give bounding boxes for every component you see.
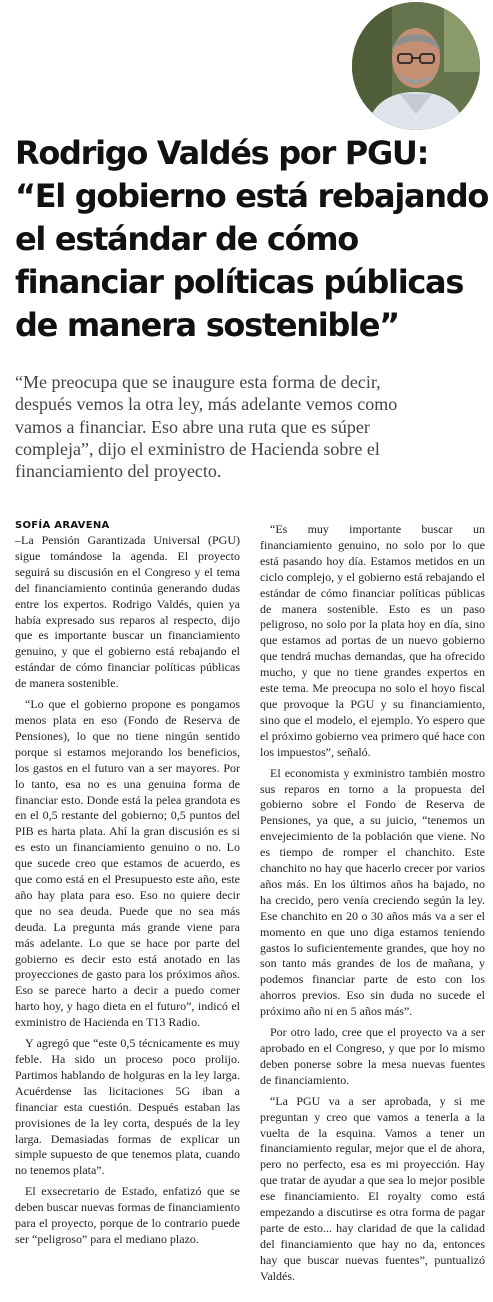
- article-column-left: [15, 518, 240, 1253]
- article-paragraph: “La PGU va a ser aprobada, y si me preguntan y creo que vamos a tenerla a la vuelta de la esquina. Vamos a tener un financiamiento regular, mejor que el de ahora, pero no perfecto, esa es mi proyección. Hay que tratar de ayudar a que sea lo mejor posible ese financiamiento. El royalty como está empezando a discutirse es otra forma de pagar parte de esto... hay claridad de que la calidad del financiamiento que hay no da, entonces hay que buscar nuevas fuentes”, puntualizó Valdés.: [260, 1093, 485, 1283]
- headline-line: financiar políticas públicas: [15, 263, 464, 301]
- headline-line: de manera sostenible”: [15, 306, 399, 344]
- headline-line: el estándar de cómo: [15, 220, 358, 258]
- portrait-illustration: [352, 2, 480, 130]
- headline: [15, 132, 489, 347]
- lede-line: después vemos la otra ley, más adelante vemos como: [15, 394, 398, 415]
- lede-line: “Me preocupa que se inaugure esta forma de decir,: [15, 372, 381, 392]
- lede-line: compleja”, dijo el exministro de Hacienda sobre el: [15, 438, 380, 459]
- lede-line: financiamiento del proyecto.: [15, 461, 222, 482]
- author-photo: [352, 2, 480, 130]
- article-paragraph: Por otro lado, cree que el proyecto va a ser aprobado en el Congreso, y que por lo mismo deben ponerse sobre la mesa nuevas fuentes de financiamiento.: [260, 1025, 485, 1087]
- byline: SOFÍA ARAVENA: [15, 520, 110, 531]
- article-paragraph: Y agregó que “este 0,5 técnicamente es muy feble. Ha sido un proceso poco prolijo. Partimos hablando de holguras en la ley larga. Acuérdense las licitaciones 5G iban a financiar esta cuestión. Después estaban las provisiones de la ley corta, después de la ley larga. Demasiadas formas de explicar un simple supuesto de que tenemos plata, cuando no tenemos plata”.: [15, 1036, 240, 1178]
- article-column-right: [260, 522, 485, 1290]
- headline-line: Rodrigo Valdés por PGU:: [15, 134, 429, 172]
- lede-line: vamos a financiar. Eso abre una ruta que es súper: [15, 416, 370, 437]
- article-paragraph: “Es muy importante buscar un financiamiento genuino, no solo por lo que está pasando hoy día. Estamos metidos en un ciclo complejo, y el gobierno está rebajando el estándar de cómo financiar políticas públicas de manera sostenible. Esto es un paso peligroso, no solo por la plata hoy en día, sino que estamos ad portas de un nuevo gobierno que tendrá muchas demandas, que ha ofrecido mucho, y que no tiene grandes expertos en este tema. Me preocupa no solo el hoyo fiscal que provoque la PGU y su financiamiento, sino que el modelo, el ejemplo. Yo espero que el próximo gobierno vea primero qué hace con los impuestos”, señaló.: [260, 522, 485, 759]
- article-paragraph: El exsecretario de Estado, enfatizó que se deben buscar nuevas formas de financiamiento para el proyecto, porque de lo contrario puede ser “peligroso” para el mediano plazo.: [15, 1184, 240, 1246]
- article-paragraph: “Lo que el gobierno propone es pongamos menos plata en eso (Fondo de Reserva de Pensiones), lo que no tiene ningún sentido porque si estamos mejorando los beneficios, los gastos en el futuro van a ser mayores. Por lo tanto, esa no es una genuina forma de financiar esto. Donde está la pelea grandota es en el 0,5 restante del gobierno; 0,5 puntos del PIB es harta plata. Ahí la gran discusión es si es esto un financiamiento genuino o no. Lo que sucede creo que estamos de acuerdo, es que como está en el Presupuesto este año, este año hay plata para eso. Eso no quiere decir que no sea deuda. Puede que no sea más deuda. La pregunta más grande viene para más adelante. Lo que se hace por parte del gobierno es decir esto está anotado en las proyecciones de gasto para los próximos años. Eso se parece harto a decir a puedo comer harto hoy, y hago dieta en el futuro”, indicó el exministro de Hacienda en T13 Radio.: [15, 697, 240, 1030]
- lede: [15, 371, 485, 482]
- headline-line: “El gobierno está rebajando: [15, 177, 489, 215]
- article-paragraph: –La Pensión Garantizada Universal (PGU) sigue tomándose la agenda. El proyecto seguirá su discusión en el Congreso y el tema del financiamiento continúa generando dudas entre los expertos. Rodrigo Valdés, quien ya había expresado sus reparos al respecto, dijo que es importante buscar un financiamiento genuino, y que el gobierno está rebajando el estándar de cómo financiar políticas públicas de manera sostenible.: [15, 533, 240, 691]
- article-paragraph: El economista y exministro también mostro sus reparos en torno a la propuesta del gobierno sobre el Fondo de Reserva de Pensiones, ya que, a su juicio, “tenemos un envejecimiento de la población que viene. No es tiempo de romper el chanchito. Este chanchito no hay que hacerlo crecer por varios años más. En los últimos años ha bajado, no ha crecido, pero venía creciendo según la ley. Ese chanchito en 20 o 30 años más va a ser el momento en que uno diga estamos teniendo gastos lo suficientemente grandes, que hoy no son tanto más grandes de los de mañana, y podemos financiar parte de esto con los ahorros previos. Eso sin duda no sucede el próximo año ni en 5 años más”.: [260, 765, 485, 1019]
